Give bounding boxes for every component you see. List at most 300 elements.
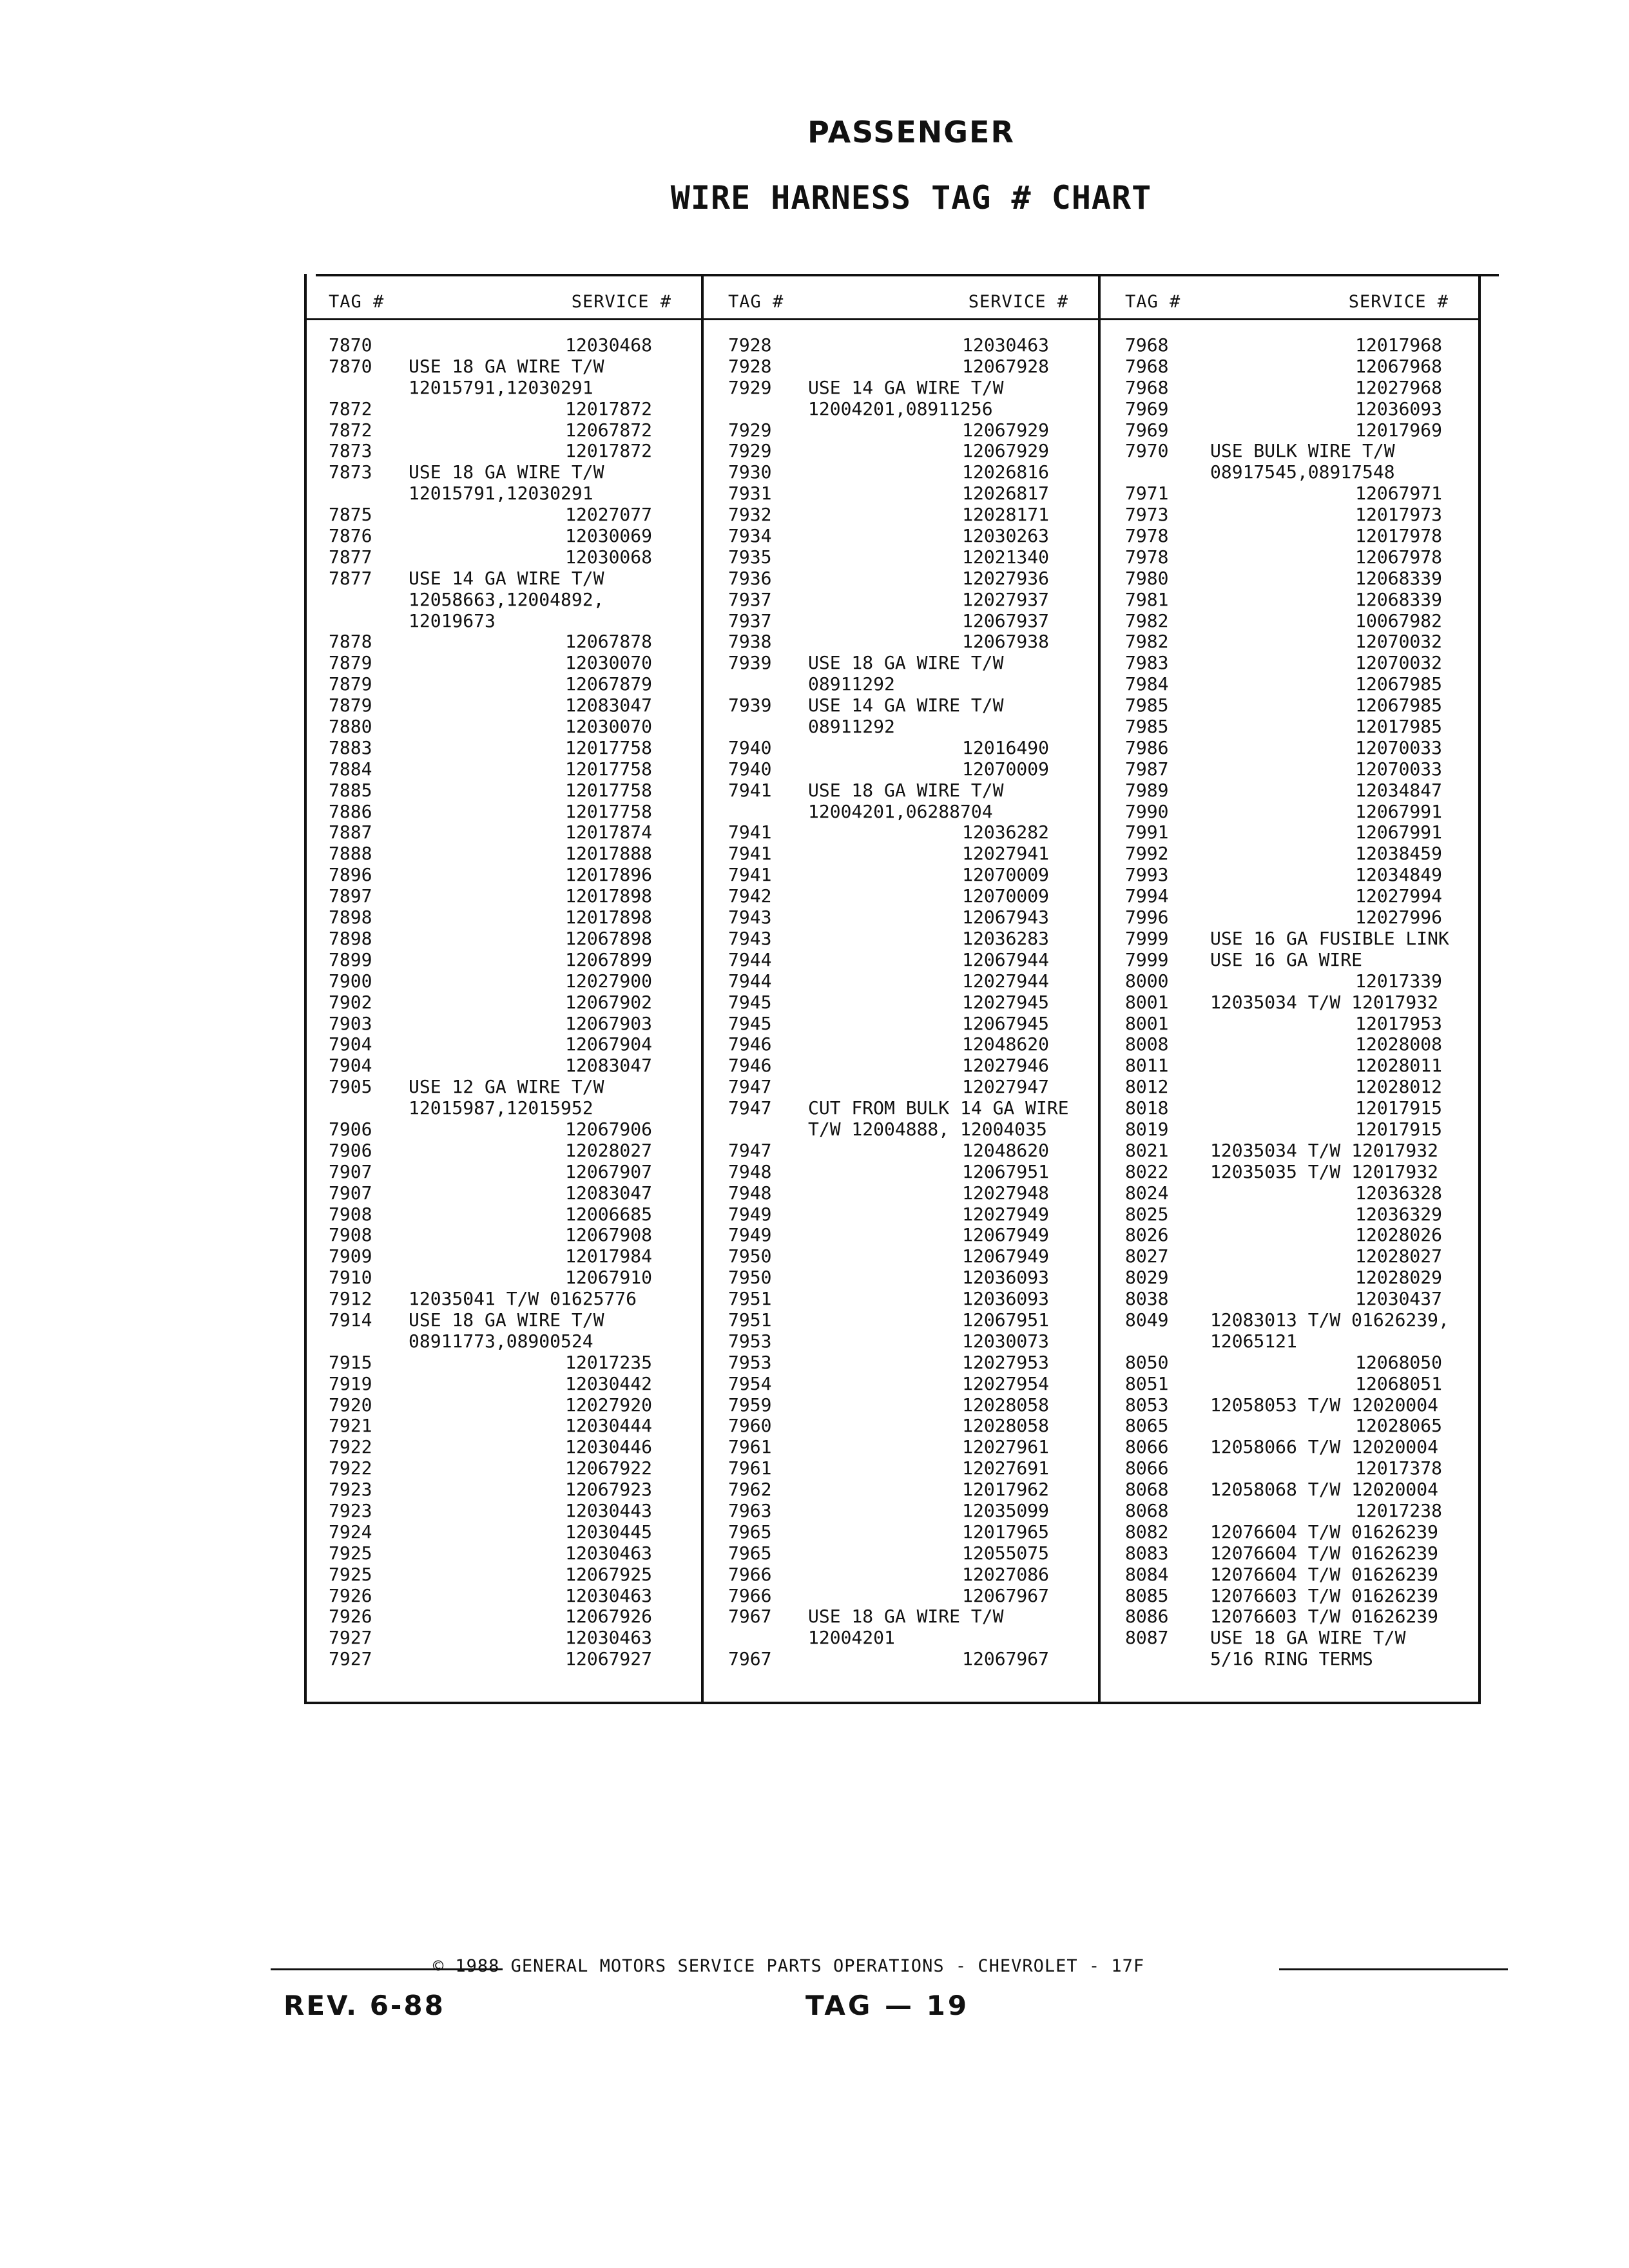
service-note: USE 16 GA FUSIBLE LINK — [1210, 927, 1449, 949]
service-number: 12027944 — [962, 970, 1049, 992]
service-number: 12034849 — [1355, 864, 1442, 886]
service-number: 12028029 — [1355, 1267, 1442, 1289]
tag-number: 7970 — [1125, 440, 1169, 462]
tag-number: 7959 — [728, 1394, 772, 1416]
service-number: 12038459 — [1355, 843, 1442, 865]
tag-number: 7870 — [329, 355, 372, 377]
table-row — [1101, 802, 1481, 823]
tag-number: 7904 — [329, 1055, 372, 1077]
tag-number: 7920 — [329, 1394, 372, 1416]
service-number: 12036093 — [962, 1288, 1049, 1310]
tag-number: 7941 — [728, 864, 772, 886]
service-number: 12028026 — [1355, 1224, 1442, 1246]
table-row — [304, 420, 704, 441]
table-row — [1101, 1416, 1481, 1437]
rows-col1 — [304, 335, 704, 1670]
tag-number: 7903 — [329, 1012, 372, 1034]
service-number: 12017758 — [565, 758, 652, 780]
service-number: 12067991 — [1355, 800, 1442, 822]
service-number: 12027947 — [962, 1076, 1049, 1098]
tag-number: 7928 — [728, 355, 772, 377]
table-row — [304, 1014, 704, 1035]
tag-number: 7943 — [728, 907, 772, 928]
service-note: 12076604 T/W 01626239 — [1210, 1563, 1439, 1585]
table-row — [1101, 1479, 1481, 1501]
tag-number: 7987 — [1125, 758, 1169, 780]
tag-number: 8025 — [1125, 1203, 1169, 1225]
table-row — [704, 1352, 1101, 1374]
tag-number: 7875 — [329, 504, 372, 526]
tag-number: 7934 — [728, 525, 772, 547]
service-number: 12067927 — [565, 1648, 652, 1670]
service-number: 12006685 — [565, 1203, 652, 1225]
service-number: 12027086 — [962, 1563, 1049, 1585]
service-number: 12017969 — [1355, 419, 1442, 441]
tag-number: 7982 — [1125, 610, 1169, 631]
service-number: 12083047 — [565, 1055, 652, 1077]
tag-number: 7968 — [1125, 334, 1169, 356]
service-number: 12028171 — [962, 504, 1049, 526]
service-number: 12068051 — [1355, 1372, 1442, 1394]
service-note: USE 14 GA WIRE T/W — [808, 695, 1004, 716]
service-note: USE 16 GA WIRE — [1210, 948, 1363, 970]
service-note-continued: 08917545,08917548 — [1210, 461, 1395, 483]
tag-number: 7937 — [728, 610, 772, 631]
service-number: 12067968 — [1355, 355, 1442, 377]
table-row — [1101, 1522, 1481, 1543]
table-row — [704, 695, 1101, 716]
table-row — [1101, 674, 1481, 695]
tag-number: 7985 — [1125, 695, 1169, 716]
tag-number: 7951 — [728, 1288, 772, 1310]
service-note-continued: 12004201,06288704 — [808, 800, 993, 822]
table-row — [304, 631, 704, 653]
table-row — [704, 992, 1101, 1014]
service-number: 12067951 — [962, 1160, 1049, 1182]
tag-number: 7935 — [728, 546, 772, 568]
tag-number: 7966 — [728, 1563, 772, 1585]
service-number: 12067945 — [962, 1012, 1049, 1034]
tag-number: 8049 — [1125, 1309, 1169, 1331]
table-row — [304, 505, 704, 526]
tag-number: 7971 — [1125, 483, 1169, 505]
table-row — [704, 462, 1101, 483]
service-note-continued: 12019673 — [409, 610, 496, 631]
service-number: 12017898 — [565, 885, 652, 907]
tag-number: 7990 — [1125, 800, 1169, 822]
service-number: 12036283 — [962, 927, 1049, 949]
tag-number: 7922 — [329, 1436, 372, 1458]
table-row — [304, 1649, 704, 1670]
service-number: 12070032 — [1355, 652, 1442, 674]
service-note-continued: 08911773,08900524 — [409, 1330, 593, 1352]
service-number: 12067991 — [1355, 822, 1442, 843]
service-number: 12017339 — [1355, 970, 1442, 992]
table-column-3 — [1098, 274, 1481, 1704]
service-note: USE 18 GA WIRE T/W — [1210, 1627, 1406, 1649]
tag-number: 7925 — [329, 1563, 372, 1585]
service-number: 12067922 — [565, 1457, 652, 1479]
service-number: 12067928 — [962, 355, 1049, 377]
tag-number: 7967 — [728, 1606, 772, 1628]
tag-number: 7947 — [728, 1076, 772, 1098]
table-row — [704, 1458, 1101, 1479]
service-note-continued: 12015791,12030291 — [409, 483, 593, 505]
table-row — [704, 335, 1101, 356]
table-row — [304, 1416, 704, 1437]
service-number: 12017978 — [1355, 525, 1442, 547]
table-row — [704, 1395, 1101, 1416]
table-row — [304, 1204, 704, 1225]
table-row — [704, 526, 1101, 547]
service-number: 12026817 — [962, 483, 1049, 505]
table-row — [1101, 483, 1481, 505]
table-row — [704, 1479, 1101, 1501]
service-note: 12035034 T/W 12017932 — [1210, 1139, 1439, 1161]
table-row — [1101, 462, 1481, 483]
tag-number: 7925 — [329, 1542, 372, 1564]
table-row — [704, 759, 1101, 780]
tag-number: 7929 — [728, 376, 772, 398]
service-note: USE 12 GA WIRE T/W — [409, 1076, 604, 1098]
table-row — [304, 1077, 704, 1098]
table-row — [1101, 1374, 1481, 1395]
tag-number: 7961 — [728, 1457, 772, 1479]
service-note-continued: 12058663,12004892, — [409, 588, 604, 610]
tag-number: 7969 — [1125, 419, 1169, 441]
table-row — [704, 1586, 1101, 1607]
table-column-2 — [701, 274, 1101, 1704]
page-subtitle: WIRE HARNESS TAG # CHART — [670, 179, 1152, 216]
tag-number: 8027 — [1125, 1245, 1169, 1267]
service-note-continued: 08911292 — [808, 716, 895, 738]
table-row — [304, 802, 704, 823]
service-number: 12036093 — [1355, 398, 1442, 419]
table-row — [1101, 1098, 1481, 1119]
table-row — [704, 1331, 1101, 1352]
service-number: 12027996 — [1355, 907, 1442, 928]
service-number: 12067929 — [962, 440, 1049, 462]
table-row — [704, 822, 1101, 843]
service-number: 12034847 — [1355, 779, 1442, 801]
tag-number: 7950 — [728, 1245, 772, 1267]
tag-number: 7949 — [728, 1224, 772, 1246]
tag-number: 7939 — [728, 652, 772, 674]
table-row — [1101, 822, 1481, 843]
tag-number: 8065 — [1125, 1415, 1169, 1437]
service-number: 12067907 — [565, 1160, 652, 1182]
service-number: 12067944 — [962, 948, 1049, 970]
service-note: 12076603 T/W 01626239 — [1210, 1606, 1439, 1628]
service-number: 12036282 — [962, 822, 1049, 843]
page-title: PASSENGER — [807, 115, 1015, 149]
table-row — [1101, 1395, 1481, 1416]
table-row — [1101, 420, 1481, 441]
table-row — [1101, 1501, 1481, 1522]
table-row — [1101, 1352, 1481, 1374]
table-row — [1101, 1225, 1481, 1246]
tag-number: 7940 — [728, 758, 772, 780]
tag-number: 7919 — [329, 1372, 372, 1394]
tag-number: 7968 — [1125, 355, 1169, 377]
table-row — [304, 928, 704, 950]
table-row — [1101, 1055, 1481, 1077]
tag-number: 7942 — [728, 885, 772, 907]
service-number: 12017915 — [1355, 1097, 1442, 1119]
table-row — [1101, 1289, 1481, 1310]
table-row — [304, 695, 704, 716]
tag-number: 8086 — [1125, 1606, 1169, 1628]
table-row — [704, 356, 1101, 378]
table-row — [304, 1628, 704, 1649]
tag-number: 7909 — [329, 1245, 372, 1267]
table-row — [704, 505, 1101, 526]
table-row — [1101, 568, 1481, 590]
service-number: 12017898 — [565, 907, 652, 928]
service-number: 12017874 — [565, 822, 652, 843]
table-row — [304, 1140, 704, 1162]
service-number: 12030263 — [962, 525, 1049, 547]
service-note: USE 18 GA WIRE T/W — [409, 461, 604, 483]
service-number: 10067982 — [1355, 610, 1442, 631]
tag-number: 7904 — [329, 1033, 372, 1055]
table-row — [1101, 1162, 1481, 1183]
tag-number: 7872 — [329, 398, 372, 419]
tag-number: 8083 — [1125, 1542, 1169, 1564]
header-service-label: SERVICE # — [571, 292, 671, 312]
tag-number: 8038 — [1125, 1288, 1169, 1310]
service-number: 12017962 — [962, 1479, 1049, 1501]
rows-col2 — [704, 335, 1101, 1670]
service-number: 12028012 — [1355, 1076, 1442, 1098]
table-row — [704, 928, 1101, 950]
table-row — [1101, 547, 1481, 568]
table-row — [304, 738, 704, 759]
tag-number: 7899 — [329, 948, 372, 970]
table-row — [1101, 399, 1481, 420]
table-row — [704, 886, 1101, 907]
tag-number: 7941 — [728, 843, 772, 865]
tag-number: 8066 — [1125, 1457, 1169, 1479]
table-row — [1101, 378, 1481, 399]
table-row — [704, 716, 1101, 738]
tag-number: 7907 — [329, 1182, 372, 1204]
tag-number: 7946 — [728, 1055, 772, 1077]
service-note-continued: 12015987,12015952 — [409, 1097, 593, 1119]
service-number: 12017238 — [1355, 1499, 1442, 1521]
service-number: 12027968 — [1355, 376, 1442, 398]
page-number: TAG — 19 — [805, 1990, 970, 2021]
table-row — [1101, 1140, 1481, 1162]
tag-number: 7877 — [329, 567, 372, 589]
tag-number: 7937 — [728, 588, 772, 610]
header-tag-label: TAG # — [1125, 292, 1181, 312]
service-number: 12030463 — [565, 1627, 652, 1649]
table-row — [704, 1437, 1101, 1458]
service-number: 12030468 — [565, 334, 652, 356]
table-row — [1101, 653, 1481, 674]
tag-number: 7967 — [728, 1648, 772, 1670]
service-number: 12028027 — [565, 1139, 652, 1161]
tag-number: 7969 — [1125, 398, 1169, 419]
table-row — [1101, 1458, 1481, 1479]
service-note-continued: 12065121 — [1210, 1330, 1297, 1352]
table-row — [1101, 631, 1481, 653]
service-number: 12017984 — [565, 1245, 652, 1267]
table-row — [304, 1458, 704, 1479]
tag-number: 8008 — [1125, 1033, 1169, 1055]
table-row — [704, 1501, 1101, 1522]
service-number: 12067978 — [1355, 546, 1442, 568]
tag-number: 7993 — [1125, 864, 1169, 886]
tag-number: 7915 — [329, 1351, 372, 1373]
table-row — [304, 483, 704, 505]
table-row — [704, 547, 1101, 568]
tag-number: 7888 — [329, 843, 372, 865]
service-note: 12035035 T/W 12017932 — [1210, 1160, 1439, 1182]
tag-number: 8026 — [1125, 1224, 1169, 1246]
service-number: 12067872 — [565, 419, 652, 441]
tag-number: 7906 — [329, 1139, 372, 1161]
table-row — [704, 1119, 1101, 1140]
table-row — [1101, 441, 1481, 462]
tag-number: 8068 — [1125, 1499, 1169, 1521]
service-number: 12067879 — [565, 673, 652, 695]
table-row — [1101, 1310, 1481, 1331]
service-number: 12070009 — [962, 758, 1049, 780]
table-row — [304, 1501, 704, 1522]
table-row — [1101, 759, 1481, 780]
tag-number: 7908 — [329, 1224, 372, 1246]
tag-number: 7945 — [728, 1012, 772, 1034]
service-number: 12067899 — [565, 948, 652, 970]
service-number: 12048620 — [962, 1033, 1049, 1055]
tag-number: 7929 — [728, 419, 772, 441]
tag-number: 7948 — [728, 1160, 772, 1182]
tag-number: 8021 — [1125, 1139, 1169, 1161]
table-row — [304, 1564, 704, 1586]
tag-number: 7948 — [728, 1182, 772, 1204]
service-number: 12026816 — [962, 461, 1049, 483]
tag-number: 7878 — [329, 631, 372, 653]
tag-number: 7906 — [329, 1118, 372, 1140]
table-row — [704, 674, 1101, 695]
tag-number: 7962 — [728, 1479, 772, 1501]
table-row — [304, 1606, 704, 1628]
service-note: 12083013 T/W 01626239, — [1210, 1309, 1449, 1331]
service-number: 12027941 — [962, 843, 1049, 865]
tag-number: 7900 — [329, 970, 372, 992]
table-row — [304, 335, 704, 356]
service-number: 12030069 — [565, 525, 652, 547]
service-number: 12027945 — [962, 991, 1049, 1013]
table-row — [704, 568, 1101, 590]
service-number: 12067898 — [565, 927, 652, 949]
table-row — [304, 992, 704, 1014]
service-number: 12021340 — [962, 546, 1049, 568]
service-number: 12027920 — [565, 1394, 652, 1416]
table-row — [1101, 843, 1481, 865]
tag-number: 7978 — [1125, 546, 1169, 568]
service-note: USE 14 GA WIRE T/W — [808, 376, 1004, 398]
table-row — [704, 441, 1101, 462]
table-row — [704, 653, 1101, 674]
tag-number: 8011 — [1125, 1055, 1169, 1077]
header-service-label: SERVICE # — [1348, 292, 1449, 312]
tag-number: 7968 — [1125, 376, 1169, 398]
table-row — [704, 590, 1101, 611]
service-number: 12067929 — [962, 419, 1049, 441]
tag-number: 7978 — [1125, 525, 1169, 547]
service-number: 12017758 — [565, 779, 652, 801]
table-row — [304, 1225, 704, 1246]
table-row — [704, 1014, 1101, 1035]
table-row — [1101, 971, 1481, 992]
service-number: 12067951 — [962, 1309, 1049, 1331]
tag-number: 7950 — [728, 1267, 772, 1289]
service-number: 12017378 — [1355, 1457, 1442, 1479]
table-row — [704, 1225, 1101, 1246]
tag-number: 7926 — [329, 1606, 372, 1628]
table-row — [1101, 1246, 1481, 1267]
tag-number: 8018 — [1125, 1097, 1169, 1119]
table-row — [1101, 992, 1481, 1014]
tag-number: 7991 — [1125, 822, 1169, 843]
service-number: 12028027 — [1355, 1245, 1442, 1267]
tag-number: 7924 — [329, 1521, 372, 1542]
table-row — [304, 1246, 704, 1267]
service-note: 12035034 T/W 12017932 — [1210, 991, 1439, 1013]
tag-number: 7965 — [728, 1542, 772, 1564]
tag-number: 7984 — [1125, 673, 1169, 695]
tag-number: 7898 — [329, 927, 372, 949]
tag-number: 7921 — [329, 1415, 372, 1437]
service-number: 12036329 — [1355, 1203, 1442, 1225]
table-row — [704, 1204, 1101, 1225]
table-row — [704, 399, 1101, 420]
table-row — [1101, 865, 1481, 886]
service-number: 12055075 — [962, 1542, 1049, 1564]
service-number: 12067903 — [565, 1012, 652, 1034]
table-row — [1101, 611, 1481, 632]
service-number: 12017985 — [1355, 716, 1442, 738]
table-row — [704, 1606, 1101, 1628]
table-row — [704, 420, 1101, 441]
copyright-text: © 1988 GENERAL MOTORS SERVICE PARTS OPERATIONS - CHEVROLET - 17F — [432, 1956, 1145, 1976]
table-row — [704, 483, 1101, 505]
tag-number: 7927 — [329, 1648, 372, 1670]
service-number: 12017758 — [565, 800, 652, 822]
service-note-continued: 12004201 — [808, 1627, 895, 1649]
service-number: 12030442 — [565, 1372, 652, 1394]
tag-number: 8050 — [1125, 1351, 1169, 1373]
table-row — [304, 568, 704, 590]
service-number: 12030444 — [565, 1415, 652, 1437]
table-row — [304, 1352, 704, 1374]
tag-number: 7954 — [728, 1372, 772, 1394]
service-note: USE 18 GA WIRE T/W — [808, 1606, 1004, 1628]
service-number: 12067967 — [962, 1584, 1049, 1606]
service-number: 12017953 — [1355, 1012, 1442, 1034]
service-number: 12030463 — [565, 1542, 652, 1564]
table-row — [304, 1331, 704, 1352]
table-row — [304, 780, 704, 802]
service-number: 12067925 — [565, 1563, 652, 1585]
table-row — [1101, 1649, 1481, 1670]
service-note: USE 14 GA WIRE T/W — [409, 567, 604, 589]
tag-number: 7929 — [728, 440, 772, 462]
tag-number: 7945 — [728, 991, 772, 1013]
